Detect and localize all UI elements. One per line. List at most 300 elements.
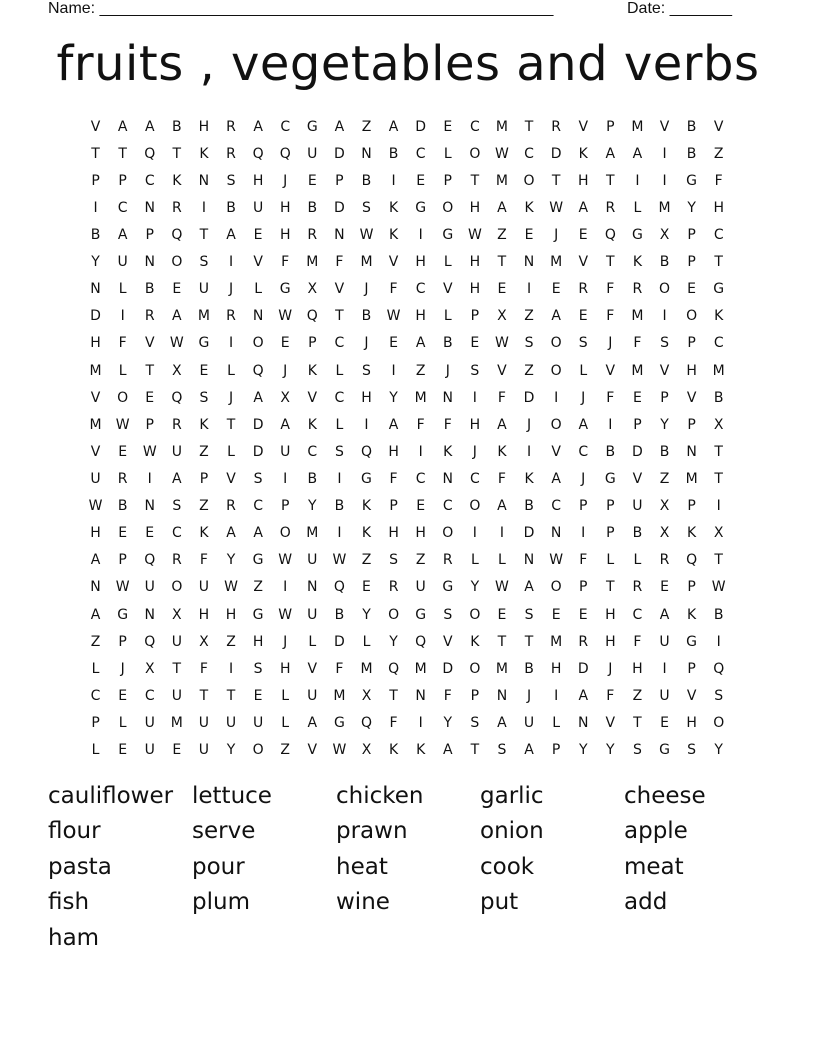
grid-letter: E	[551, 606, 561, 623]
grid-letter: R	[171, 199, 182, 216]
grid-letter: Y	[660, 416, 669, 433]
grid-letter: F	[606, 281, 615, 298]
grid-letter: O	[171, 579, 183, 596]
grid-letter: A	[632, 145, 643, 162]
grid-letter: U	[171, 443, 182, 460]
grid-letter: U	[144, 742, 155, 759]
grid-letter: O	[550, 335, 562, 352]
grid-letter: F	[606, 308, 615, 325]
grid-letter: S	[714, 687, 724, 704]
grid-letter: G	[252, 552, 264, 569]
grid-letter: U	[171, 687, 182, 704]
grid-letter: B	[524, 498, 534, 515]
grid-letter: E	[632, 389, 642, 406]
grid-letter: N	[550, 525, 562, 542]
grid-letter: F	[443, 687, 452, 704]
grid-letter: V	[686, 389, 697, 406]
grid-letter: M	[495, 660, 508, 677]
grid-letter: Q	[360, 443, 372, 460]
grid-letter: I	[147, 470, 152, 487]
grid-letter: N	[307, 579, 318, 596]
grid-letter: N	[144, 498, 155, 515]
grid-letter: P	[633, 416, 642, 433]
grid-letter: X	[144, 660, 155, 677]
grid-letter: A	[388, 416, 399, 433]
grid-letter: Y	[362, 606, 371, 623]
grid-letter: A	[578, 687, 589, 704]
grid-letter: A	[334, 118, 345, 135]
grid-letter: I	[472, 389, 477, 406]
grid-letter: L	[254, 281, 263, 298]
grid-letter: A	[172, 470, 182, 487]
grid-letter: K	[172, 172, 182, 189]
grid-letter: A	[90, 606, 101, 623]
grid-letter: O	[469, 606, 481, 623]
grid-letter: L	[308, 633, 317, 650]
grid-letter: S	[687, 742, 697, 759]
grid-letter: A	[524, 742, 534, 759]
grid-letter: M	[495, 172, 508, 189]
grid-letter: Q	[171, 389, 183, 406]
grid-letter: W	[88, 498, 103, 515]
grid-letter: Z	[415, 552, 426, 569]
grid-letter: E	[145, 525, 155, 542]
grid-letter: Z	[253, 579, 263, 596]
grid-letter: V	[659, 362, 670, 379]
word-list-item: flour	[48, 818, 101, 845]
word-list-item: wine	[336, 889, 390, 916]
grid-letter: T	[524, 633, 534, 650]
grid-letter: T	[606, 172, 615, 189]
grid-letter: H	[415, 254, 426, 271]
grid-letter: W	[278, 308, 293, 325]
grid-letter: L	[470, 552, 479, 569]
grid-letter: N	[144, 606, 155, 623]
grid-letter: B	[90, 226, 101, 243]
grid-letter: S	[253, 660, 263, 677]
grid-letter: M	[712, 362, 725, 379]
grid-letter: B	[307, 199, 318, 216]
grid-letter: I	[554, 389, 559, 406]
word-list-item: chicken	[336, 782, 424, 809]
grid-letter: J	[581, 389, 586, 406]
grid-letter: N	[252, 308, 264, 325]
grid-letter: C	[90, 687, 101, 704]
grid-letter: B	[659, 254, 670, 271]
grid-letter: P	[145, 416, 154, 433]
grid-letter: V	[226, 470, 236, 487]
grid-letter: L	[227, 443, 235, 460]
grid-letter: V	[605, 362, 616, 379]
grid-letter: P	[91, 714, 100, 731]
grid-letter: U	[198, 281, 210, 298]
grid-letter: U	[415, 579, 426, 596]
grid-letter: D	[523, 525, 535, 542]
grid-letter: H	[605, 633, 616, 650]
grid-letter: P	[687, 335, 696, 352]
grid-letter: P	[389, 498, 398, 515]
grid-letter: N	[198, 172, 210, 189]
grid-letter: L	[281, 687, 290, 704]
grid-letter: E	[416, 172, 426, 189]
grid-letter: P	[606, 525, 615, 542]
grid-letter: Y	[389, 389, 398, 406]
grid-letter: V	[497, 362, 507, 379]
grid-letter: Z	[361, 552, 372, 569]
grid-letter: Q	[713, 660, 725, 677]
grid-letter: V	[90, 443, 101, 460]
grid-letter: M	[360, 660, 373, 677]
grid-letter: U	[523, 714, 535, 731]
grid-letter: M	[170, 714, 183, 731]
grid-letter: R	[551, 118, 561, 135]
grid-letter: W	[549, 552, 564, 569]
grid-letter: Q	[415, 633, 427, 650]
grid-letter: K	[524, 199, 534, 216]
grid-letter: I	[716, 633, 721, 650]
grid-letter: T	[714, 470, 723, 487]
grid-letter: P	[551, 742, 561, 759]
word-list-item: lettuce	[192, 782, 272, 809]
grid-letter: Q	[144, 145, 156, 162]
grid-letter: P	[687, 254, 696, 271]
grid-letter: A	[117, 118, 128, 135]
grid-letter: X	[659, 525, 670, 542]
grid-letter: C	[144, 172, 155, 189]
grid-letter: L	[498, 552, 506, 569]
grid-letter: R	[442, 552, 453, 569]
grid-letter: H	[198, 118, 210, 135]
grid-letter: E	[118, 687, 128, 704]
grid-letter: T	[335, 308, 344, 325]
grid-letter: P	[199, 470, 209, 487]
grid-letter: B	[307, 470, 318, 487]
grid-letter: V	[90, 118, 101, 135]
grid-letter: V	[144, 335, 155, 352]
grid-letter: E	[660, 579, 669, 596]
grid-letter: O	[686, 308, 698, 325]
grid-letter: P	[660, 389, 669, 406]
grid-letter: U	[307, 145, 318, 162]
grid-letter: K	[307, 362, 317, 379]
grid-letter: L	[633, 552, 642, 569]
grid-letter: T	[606, 254, 615, 271]
grid-letter: C	[415, 470, 426, 487]
grid-letter: A	[551, 308, 561, 325]
grid-letter: I	[283, 579, 288, 596]
grid-letter: A	[497, 498, 507, 515]
grid-letter: F	[389, 470, 398, 487]
grid-letter: V	[307, 660, 318, 677]
grid-letter: E	[307, 172, 317, 189]
grid-letter: E	[497, 281, 507, 298]
grid-letter: T	[389, 687, 398, 704]
grid-letter: I	[364, 416, 369, 433]
grid-letter: H	[469, 281, 481, 298]
grid-letter: B	[388, 145, 399, 162]
grid-letter: U	[144, 714, 155, 731]
grid-letter: C	[117, 199, 128, 216]
grid-letter: T	[226, 687, 236, 704]
grid-letter: Z	[497, 226, 507, 243]
grid-letter: Y	[714, 742, 723, 759]
grid-letter: I	[391, 172, 396, 189]
grid-letter: A	[307, 714, 318, 731]
grid-letter: L	[443, 308, 452, 325]
grid-letter: I	[283, 470, 288, 487]
grid-letter: P	[145, 226, 154, 243]
grid-letter: Y	[470, 579, 480, 596]
grid-letter: M	[89, 416, 102, 433]
grid-letter: J	[283, 362, 288, 379]
grid-letter: Q	[171, 226, 183, 243]
grid-letter: F	[633, 335, 642, 352]
grid-letter: O	[469, 145, 481, 162]
grid-letter: G	[686, 633, 698, 650]
grid-letter: E	[253, 226, 263, 243]
grid-letter: I	[93, 199, 98, 216]
grid-letter: O	[388, 606, 400, 623]
grid-letter: B	[361, 172, 372, 189]
grid-letter: W	[142, 443, 157, 460]
grid-letter: I	[391, 362, 396, 379]
grid-letter: X	[659, 226, 670, 243]
grid-letter: W	[359, 226, 374, 243]
grid-letter: O	[550, 362, 562, 379]
grid-letter: Z	[226, 633, 236, 650]
grid-letter: U	[117, 254, 128, 271]
grid-letter: C	[415, 145, 426, 162]
grid-letter: X	[361, 742, 372, 759]
grid-letter: Y	[91, 254, 100, 271]
grid-letter: I	[228, 254, 234, 271]
grid-letter: E	[118, 443, 128, 460]
grid-letter: C	[334, 389, 345, 406]
grid-letter: F	[606, 687, 615, 704]
grid-letter: F	[199, 660, 208, 677]
grid-letter: S	[443, 606, 453, 623]
word-list	[48, 778, 768, 956]
grid-letter: M	[495, 118, 508, 135]
grid-letter: D	[632, 443, 643, 460]
grid-letter: H	[577, 172, 589, 189]
grid-letter: H	[279, 199, 291, 216]
grid-letter: F	[416, 416, 425, 433]
grid-letter: L	[335, 362, 344, 379]
grid-letter: D	[523, 389, 535, 406]
word-list-item: ham	[48, 924, 100, 951]
grid-letter: X	[497, 308, 507, 325]
grid-letter: Q	[252, 145, 264, 162]
grid-letter: Z	[632, 687, 643, 704]
grid-letter: U	[90, 470, 101, 487]
grid-letter: N	[144, 254, 155, 271]
name-field: Name: ___________________________________________________	[48, 0, 554, 17]
grid-letter: Z	[524, 308, 534, 325]
grid-letter: P	[687, 660, 696, 677]
grid-letter: A	[90, 552, 101, 569]
grid-letter: O	[252, 335, 264, 352]
grid-letter: S	[660, 335, 669, 352]
grid-letter: S	[470, 362, 480, 379]
grid-letter: S	[632, 742, 642, 759]
grid-letter: A	[497, 714, 507, 731]
grid-letter: M	[550, 254, 563, 271]
grid-letter: L	[633, 199, 642, 216]
grid-letter: H	[225, 606, 237, 623]
word-list-item: cheese	[624, 782, 706, 809]
grid-letter: R	[659, 552, 670, 569]
grid-letter: R	[307, 226, 318, 243]
grid-letter: F	[199, 552, 208, 569]
grid-letter: E	[118, 742, 128, 759]
grid-letter: F	[389, 281, 398, 298]
grid-letter: R	[226, 308, 236, 325]
grid-letter: T	[606, 579, 615, 596]
grid-letter: W	[495, 335, 509, 352]
grid-letter: I	[337, 525, 342, 542]
grid-letter: A	[551, 470, 561, 487]
grid-letter: G	[415, 606, 427, 623]
grid-letter: I	[418, 714, 423, 731]
grid-letter: R	[632, 579, 643, 596]
grid-letter: I	[526, 443, 532, 460]
grid-letter: K	[687, 606, 697, 623]
grid-letter: C	[442, 498, 453, 515]
grid-letter: R	[226, 145, 236, 162]
grid-letter: Y	[226, 552, 236, 569]
grid-letter: Q	[388, 660, 400, 677]
grid-letter: X	[307, 281, 318, 298]
grid-letter: S	[578, 335, 588, 352]
grid-letter: V	[90, 389, 101, 406]
grid-letter: A	[442, 742, 453, 759]
grid-letter: R	[605, 199, 616, 216]
grid-letter: V	[442, 633, 453, 650]
grid-letter: T	[226, 416, 236, 433]
grid-letter: J	[554, 226, 559, 243]
grid-letter: H	[388, 443, 399, 460]
grid-letter: N	[523, 552, 535, 569]
grid-letter: P	[335, 172, 344, 189]
grid-letter: N	[361, 145, 372, 162]
grid-letter: C	[551, 498, 562, 515]
word-list-item: cauliflower	[48, 782, 174, 809]
grid-letter: W	[332, 742, 347, 759]
grid-letter: K	[470, 633, 480, 650]
grid-letter: R	[632, 281, 643, 298]
grid-letter: M	[306, 525, 319, 542]
word-list-item: serve	[192, 818, 256, 845]
grid-letter: S	[334, 443, 344, 460]
grid-letter: U	[280, 443, 291, 460]
grid-letter: H	[469, 416, 481, 433]
grid-letter: J	[581, 470, 586, 487]
grid-letter: S	[497, 742, 507, 759]
grid-letter: F	[335, 254, 344, 271]
grid-letter: E	[524, 226, 534, 243]
grid-letter: A	[117, 226, 128, 243]
grid-letter: J	[120, 660, 125, 677]
grid-letter: T	[633, 714, 642, 731]
grid-letter: V	[605, 714, 616, 731]
grid-letter: T	[497, 254, 507, 271]
grid-letter: P	[687, 416, 696, 433]
grid-letter: N	[496, 687, 508, 704]
grid-letter: Q	[144, 633, 156, 650]
grid-letter: U	[225, 714, 237, 731]
grid-letter: X	[280, 389, 290, 406]
grid-letter: Q	[279, 145, 291, 162]
grid-letter: A	[415, 335, 426, 352]
grid-letter: Q	[144, 552, 156, 569]
word-list-item: prawn	[336, 818, 408, 845]
grid-letter: O	[442, 199, 454, 216]
grid-letter: P	[687, 498, 696, 515]
grid-letter: T	[714, 443, 723, 460]
grid-letter: T	[91, 145, 100, 162]
grid-letter: R	[388, 579, 399, 596]
word-list-item: put	[480, 889, 519, 916]
grid-letter: P	[118, 552, 127, 569]
grid-letter: P	[687, 226, 696, 243]
grid-letter: H	[361, 389, 372, 406]
grid-letter: W	[386, 308, 401, 325]
grid-letter: O	[469, 498, 481, 515]
grid-letter: W	[115, 416, 130, 433]
grid-letter: G	[333, 714, 345, 731]
grid-letter: L	[362, 633, 371, 650]
grid-letter: Z	[713, 145, 724, 162]
grid-letter: G	[198, 335, 210, 352]
grid-letter: L	[443, 145, 452, 162]
grid-letter: I	[228, 660, 234, 677]
grid-letter: E	[660, 714, 669, 731]
grid-letter: H	[686, 362, 697, 379]
grid-letter: Z	[199, 498, 209, 515]
grid-letter: Z	[280, 742, 290, 759]
grid-letter: O	[523, 172, 535, 189]
grid-letter: B	[659, 443, 670, 460]
grid-letter: E	[578, 606, 588, 623]
grid-letter: P	[470, 308, 480, 325]
grid-letter: C	[171, 525, 182, 542]
grid-letter: C	[713, 335, 724, 352]
grid-letter: U	[307, 687, 318, 704]
grid-letter: C	[713, 226, 724, 243]
grid-letter: V	[578, 254, 589, 271]
grid-letter: E	[199, 362, 209, 379]
grid-letter: M	[360, 254, 373, 271]
grid-letter: X	[172, 362, 182, 379]
grid-letter: X	[199, 633, 209, 650]
grid-letter: N	[442, 389, 453, 406]
grid-letter: O	[171, 254, 183, 271]
grid-letter: T	[199, 226, 209, 243]
grid-letter: N	[523, 254, 535, 271]
grid-letter: A	[497, 416, 507, 433]
word-list-item: add	[624, 889, 668, 916]
grid-letter: G	[306, 118, 318, 135]
grid-letter: E	[551, 281, 561, 298]
grid-letter: O	[469, 660, 481, 677]
grid-letter: Y	[226, 742, 236, 759]
grid-letter: Z	[415, 362, 426, 379]
grid-letter: V	[551, 443, 561, 460]
grid-letter: I	[418, 443, 423, 460]
grid-letter: K	[443, 443, 453, 460]
grid-letter: G	[252, 606, 264, 623]
